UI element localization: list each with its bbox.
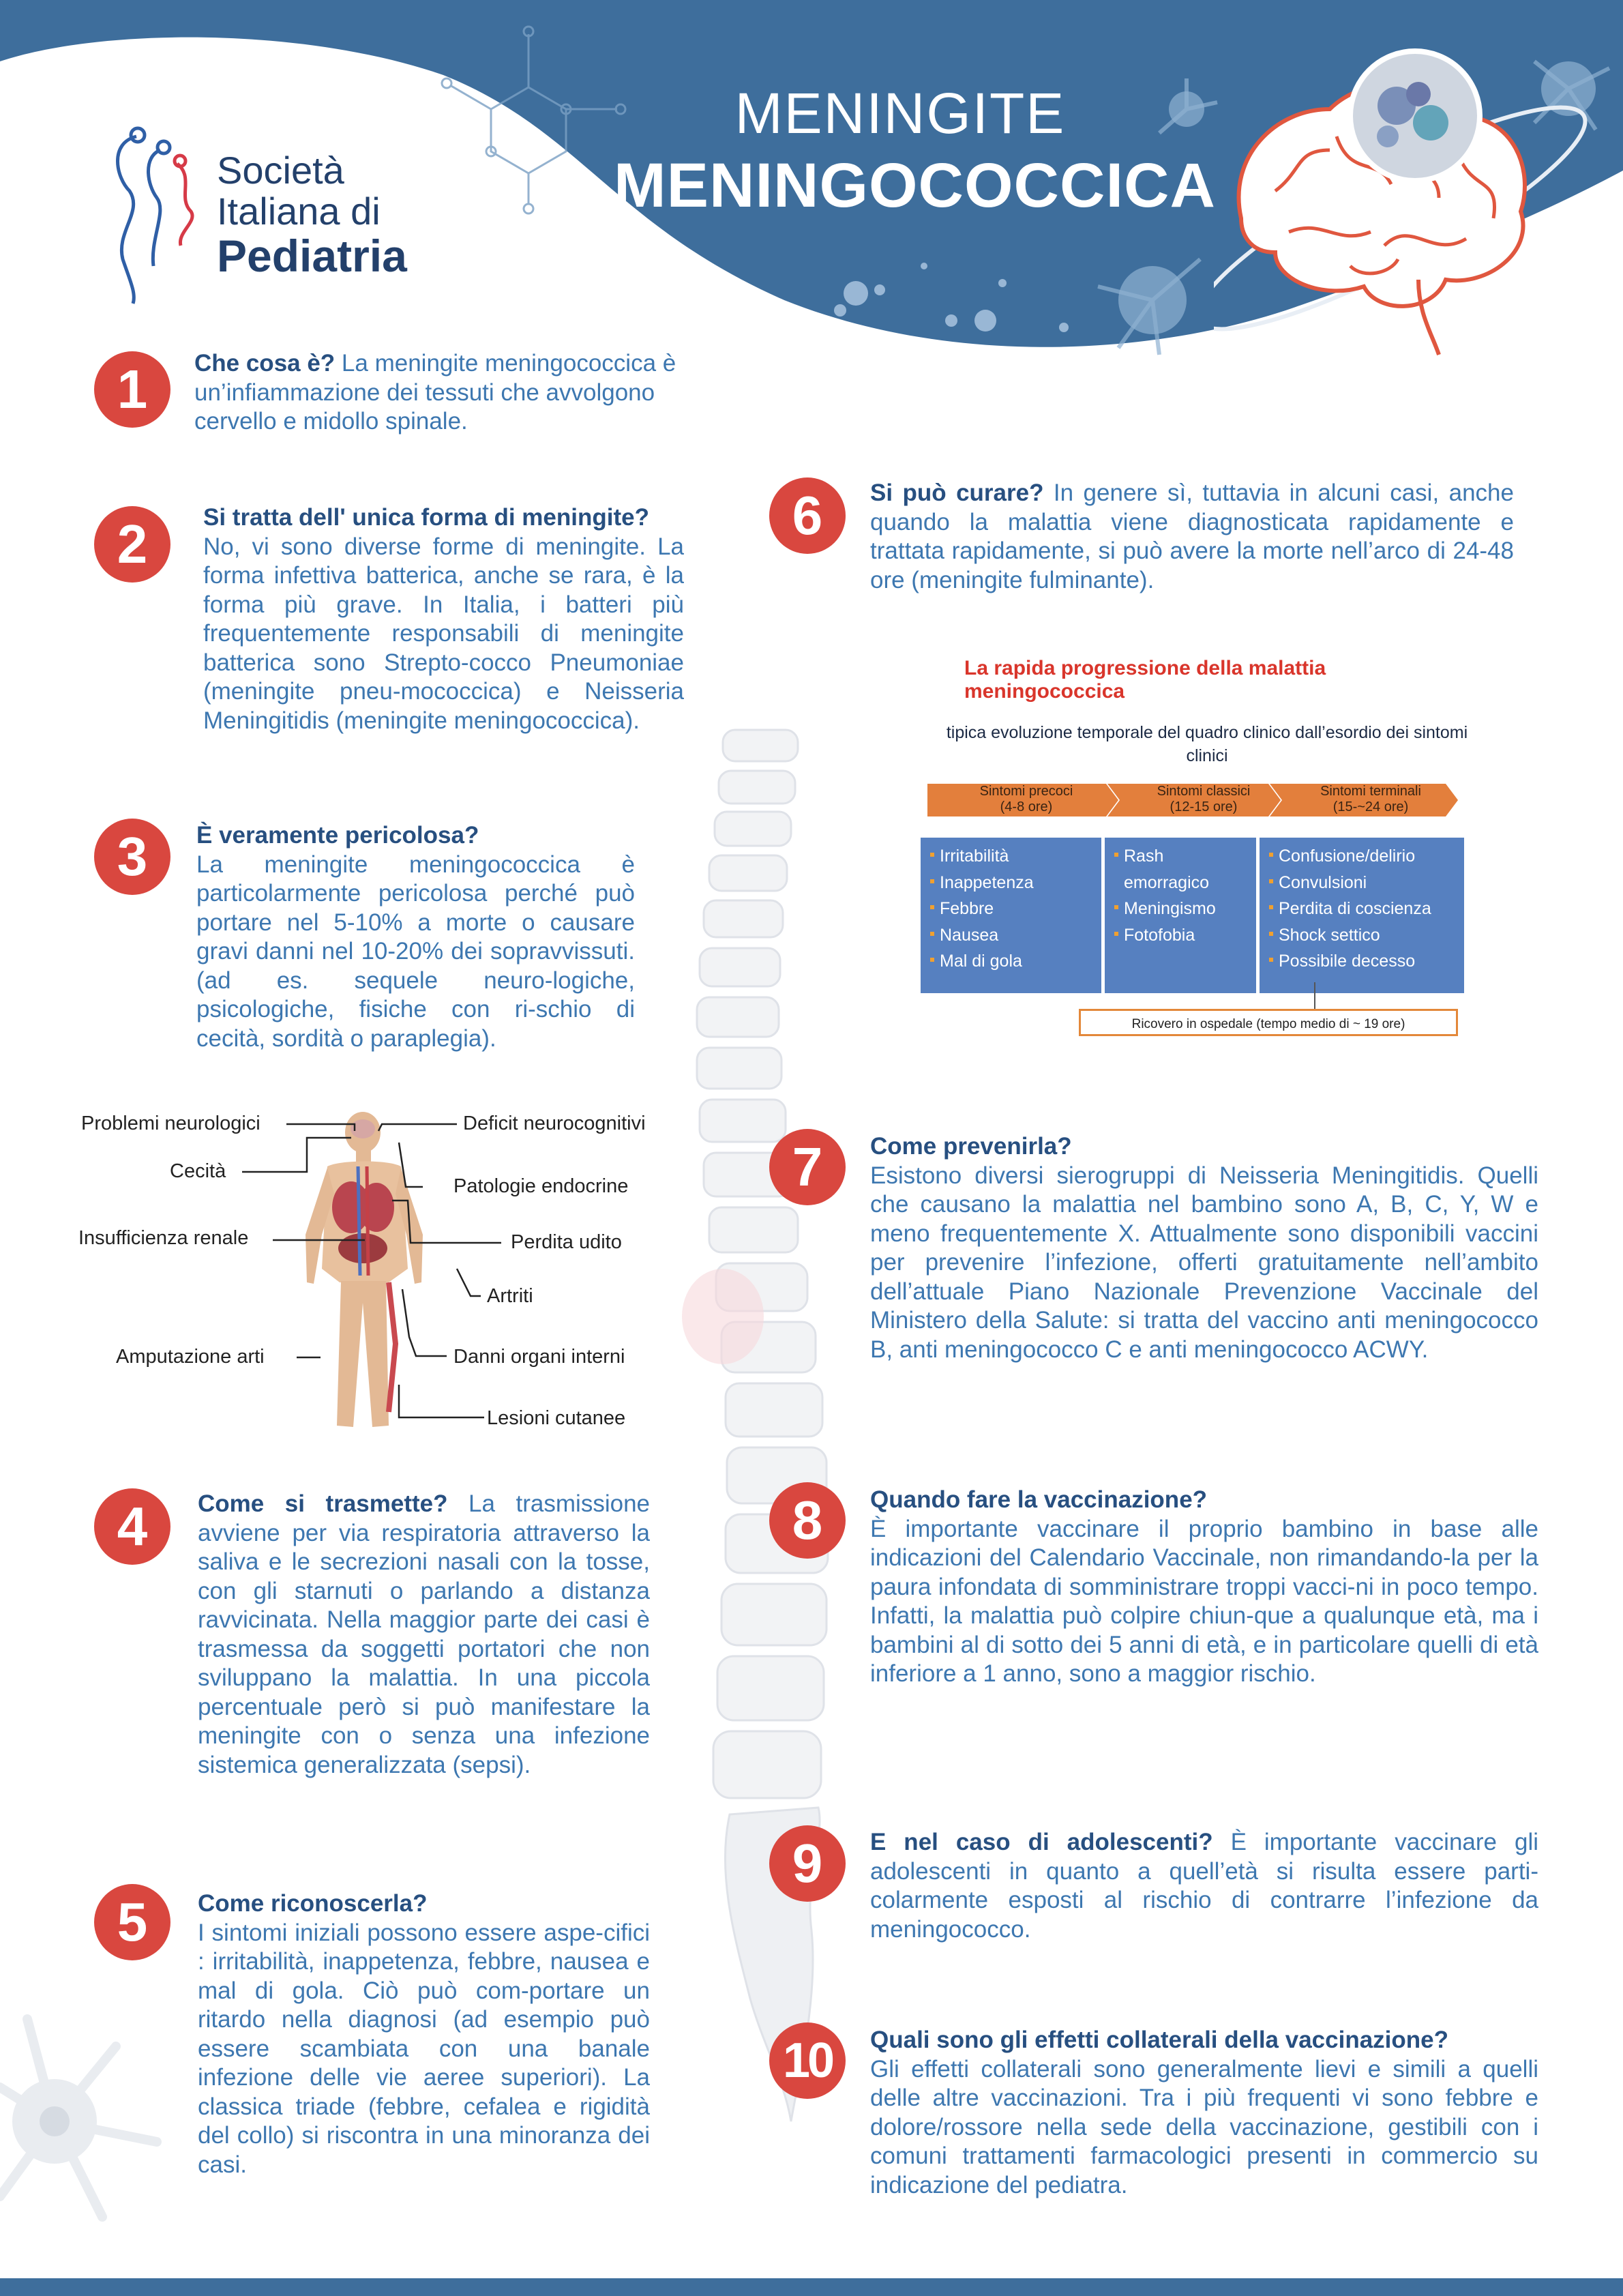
section-7 [870,1132,1538,1364]
bacteria-icon-bottom [0,2005,177,2231]
section-number-9: 9 [769,1825,846,1902]
phase-2-header [1125,784,1282,815]
logo-line2: Italiana di [217,190,381,233]
section-9-text: È importante vaccinare gli adolescenti in quanto a quell’età si risulta essere parti-colarmente esposti al rischio di contrarre l’infezione da meningococco. [870,1829,1538,1943]
phase-2-symptoms [1105,838,1256,993]
label-amputazione-arti: Amputazione arti [116,1346,265,1368]
section-9 [870,1828,1538,1944]
section-number-2: 2 [94,506,170,583]
section-3-question: È veramente pericolosa? [196,822,479,849]
section-number-8: 8 [769,1482,846,1559]
logo-line3: Pediatria [217,231,407,281]
section-number-5: 5 [94,1884,170,1960]
phase-1-time: (4-8 ore) [1000,799,1053,814]
logo-icon [95,123,205,307]
section-7-question: Come prevenirla? [870,1133,1072,1160]
section-7-text: Esistono diversi sierogruppi di Neisseria Meningitidis. Quelli che causano la malattia nel bambino sono A, B, C, Y, W e meno frequentemente X. Attualmente sono disponibili vaccini per prevenire l’infezione, offerti gratuitamente nell’ambito dell’attuale Piano Nazionale Prevenzione Vaccinale del Ministero della Salute: si tratta del vaccino anti meningococco B, anti meningococco C e anti meningococco ACWY. [870,1162,1538,1363]
phase-3-time: (15-~24 ore) [1332,799,1409,814]
section-3-text: La meningite meningococcica è particolarmente pericolosa perché può portare nel 5-10% a morte o causare gravi danni nel 10-20% dei sopravvissuti. (ad es. sequele neuro-logiche, psicologiche, fisiche con ri-schio di cecità, sordità o paraplegia). [196,851,635,1052]
spine-illustration [655,716,859,2149]
progression-subtitle: tipica evoluzione temporale del quadro clinico dall’esordio dei sintomi clinici [946,723,1468,765]
section-9-question: E nel caso di adolescenti? [870,1829,1213,1855]
symptom-item: Possibile decesso [1269,948,1464,975]
section-2-text: No, vi sono diverse forme di meningite. La forma infettiva batterica, anche se rara, è la forma più grave. In Italia, i batteri più frequentemente responsabili di meningite batterica sono Strepto-cocco Pneumoniae (meningite pneu-mococcica) e Neisseria Meningitidis (meningite meningococcica). [203,533,684,734]
phase-3-name: Sintomi terminali [1320,784,1421,799]
section-4-question: Come si trasmette? [198,1490,448,1517]
phase-2-time: (12-15 ore) [1170,799,1238,814]
section-number-4: 4 [94,1488,170,1565]
section-4 [198,1490,650,1780]
symptom-item: Inappetenza [930,870,1101,896]
section-6 [870,479,1514,595]
section-2-question: Si tratta dell' unica forma di meningite? [203,504,649,531]
label-insufficienza-renale: Insufficienza renale [78,1227,249,1249]
symptom-item: Fotofobia [1114,922,1256,949]
symptom-item: Nausea [930,922,1101,949]
symptom-item: Perdita di coscienza [1269,896,1464,922]
footer-bar [0,2278,1623,2296]
section-2 [203,503,684,735]
section-number-3: 3 [94,819,170,895]
phase-1-name: Sintomi precoci [979,784,1073,799]
symptom-item: Shock settico [1269,922,1464,949]
label-danni-organi-interni: Danni organi interni [453,1346,625,1368]
symptom-item: Confusione/delirio [1269,843,1464,870]
symptom-item: Rash emorragico [1114,843,1226,896]
label-perdita-udito: Perdita udito [511,1231,622,1253]
phase-3-symptoms [1260,838,1464,993]
symptom-item: Febbre [930,896,1101,922]
page-title-line1: MENINGITE [734,81,1066,145]
phase-3-header [1289,784,1453,815]
phase-1-symptoms [921,838,1101,993]
section-number-10: 10 [769,2022,846,2099]
progression-title: La rapida progressione della malattia meningococcica [964,657,1326,703]
body-label-lines [0,1091,682,1446]
section-10-text: Gli effetti collaterali sono generalmente lievi e simili a quelli delle altre vaccinazioni. Tra i più frequenti vi sono febbre e dolore/rossore nella sede della vaccinazione, gestibili con i comuni trattamenti farmacologici presenti in commercio su indicazione del pediatra. [870,2055,1538,2198]
section-5-question: Come riconoscerla? [198,1890,428,1917]
section-8 [870,1486,1538,1689]
symptom-item: Irritabilità [930,843,1101,870]
label-cecita: Cecità [170,1160,226,1182]
hospital-note: Ricovero in ospedale (tempo medio di ~ 19 ore) [1079,1009,1458,1036]
phase-1-header [941,784,1112,815]
label-problemi-neurologici: Problemi neurologici [81,1113,260,1134]
section-5 [198,1889,650,2179]
section-4-text: La trasmissione avviene per via respiratoria attraverso la saliva e le secrezioni nasali con la tosse, con gli starnuti o parlando a distanza ravvicinata. Nella maggior parte dei casi è trasmessa da soggetti portatori che non sviluppano la malattia. In una piccola percentuale però si può manifestare la meningite con o senza una infezione sistemica generalizzata (sepsi). [198,1490,650,1778]
section-1 [194,349,733,437]
section-3 [196,821,635,1053]
section-1-question: Che cosa è? [194,350,336,377]
section-6-question: Si può curare? [870,480,1044,506]
label-artriti: Artriti [487,1285,533,1307]
section-number-6: 6 [769,477,846,554]
label-lesioni-cutanee: Lesioni cutanee [487,1407,626,1429]
section-5-text: I sintomi iniziali possono essere aspe-cifici : irritabilità, inappetenza, febbre, nausea e mal di gola. Ciò può com-portare un ritardo nella diagnosi (ad esempio può essere scambiata con una banale infezione delle vie aeree superiori). La classica triade (febbre, cefalea e rigidità del collo) si riscontra in una minoranza dei casi. [198,1919,650,2178]
symptom-item: Mal di gola [930,948,1101,975]
logo-text [217,150,407,280]
section-8-question: Quando fare la vaccinazione? [870,1486,1208,1513]
section-10 [870,2026,1538,2200]
phase-2-name: Sintomi classici [1157,784,1251,799]
label-deficit-neurocognitivi: Deficit neurocognitivi [463,1113,646,1134]
page-title-line2: MENINGOCOCCICA [614,151,1216,220]
symptom-item: Meningismo [1114,896,1256,922]
symptom-item: Convulsioni [1269,870,1464,896]
section-6-text: In genere sì, tuttavia in alcuni casi, anche quando la malattia viene diagnosticata rapidamente e trattata rapidamente, si può avere la morte nell’arco di 24-48 ore (meningite fulminante). [870,480,1514,593]
section-8-text: È importante vaccinare il proprio bambino in base alle indicazioni del Calendario Vaccinale, non rimandando-la per la paura infondata di somministrare troppi vacci-ni in poco tempo. Infatti, la malattia può colpire chiun-que a qualunque età, ma i bambini al di sotto dei 5 anni di età, e in particolare quelli di età inferiore a 1 anno, sono a maggior rischio. [870,1515,1538,1687]
section-10-question: Quali sono gli effetti collaterali della vaccinazione? [870,2027,1448,2053]
section-number-7: 7 [769,1129,846,1205]
brain-icon [1214,41,1623,409]
section-1-text: La meningite meningococcica è un’infiammazione dei tessuti che avvolgono cervello e midollo spinale. [194,350,676,435]
label-patologie-endocrine: Patologie endocrine [453,1175,629,1197]
hospital-connector [1314,982,1315,1010]
section-number-1: 1 [94,351,170,428]
logo-line1: Società [217,149,344,192]
